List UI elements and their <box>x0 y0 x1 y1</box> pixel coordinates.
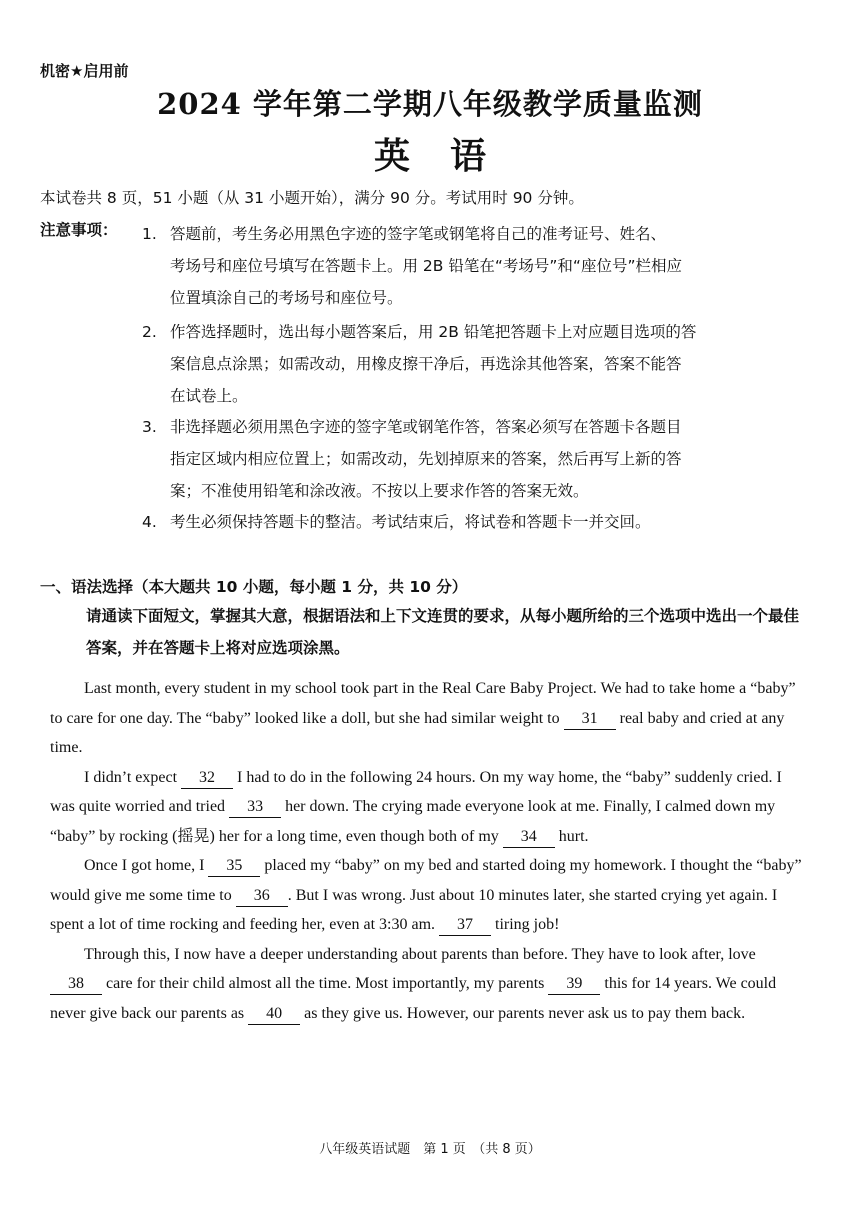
notice-line: 在试卷上。 <box>170 387 248 405</box>
blank-34: 34 <box>503 827 555 848</box>
passage-paragraph-3 <box>50 851 810 940</box>
passage-text: Once I got home, I <box>84 857 205 874</box>
blank-36: 36 <box>236 886 288 907</box>
passage-text: as they give us. However, our parents never ask us to pay them back. <box>304 1004 746 1022</box>
passage-paragraph-2 <box>50 763 810 852</box>
passage-text: I didn’t expect <box>84 768 178 786</box>
notice-line: 答题前，考生务必用黑色字迹的签字笔或钢笔将自己的准考证号、姓名、 <box>170 225 667 243</box>
blank-39: 39 <box>548 974 600 995</box>
exam-intro: 本试卷共 8 页，51 小题（从 31 小题开始），满分 90 分。考试用时 90 分钟。 <box>40 189 584 207</box>
notice-number: 4. <box>142 513 157 531</box>
cloze-passage <box>50 674 810 1028</box>
notice-line: 考场号和座位号填写在答题卡上。用 2B 铅笔在“考场号”和“座位号”栏相应 <box>170 257 682 275</box>
notice-line: 案；不准使用铅笔和涂改液。不按以上要求作答的答案无效。 <box>170 482 589 500</box>
blank-40: 40 <box>248 1004 300 1025</box>
blank-35: 35 <box>208 856 260 877</box>
page-footer: 八年级英语试题 第 1 页 （共 8 页） <box>319 1142 541 1157</box>
blank-33: 33 <box>229 797 281 818</box>
blank-37: 37 <box>439 915 491 936</box>
passage-text: her down. The crying made everyone look at me. Finally, I calmed down my “baby” by rocking (摇晃) her for a long time, even though both of my <box>50 798 776 845</box>
passage-text: Last month, every student in my school took part in the Real Care Baby Project. We had to take home a “baby” to care for one day. The “baby” looked like a doll, but she had similar weight to <box>50 680 796 727</box>
passage-text: hurt. <box>558 827 589 845</box>
notice-line: 位置填涂自己的考场号和座位号。 <box>170 289 403 307</box>
blank-38: 38 <box>50 974 102 995</box>
passage-paragraph-4 <box>50 940 810 1029</box>
passage-text: tiring job! <box>495 916 560 933</box>
passage-text: this for 14 years. We could never give back our parents as <box>50 975 777 1022</box>
blank-31: 31 <box>564 709 616 730</box>
notice-line: 考生必须保持答题卡的整洁。考试结束后，将试卷和答题卡一并交回。 <box>170 513 651 531</box>
notice-item-2 <box>142 316 822 412</box>
notice-line: 作答选择题时，选出每小题答案后，用 2B 铅笔把答题卡上对应题目选项的答 <box>170 323 697 341</box>
notice-item-3 <box>142 411 822 507</box>
notice-number: 1. <box>142 225 157 243</box>
subject-title: 英语 <box>373 135 526 177</box>
passage-text: Through this, I now have a deeper understanding about parents than before. They have to look after, love <box>84 945 756 963</box>
passage-text: . But I was wrong. Just about 10 minutes later, she started crying yet again. I spent a lot of time rocking and feeding her, even at 3:30 am. <box>50 886 778 933</box>
section-heading: 一、语法选择（本大题共 10 小题，每小题 1 分，共 10 分） <box>40 578 468 596</box>
passage-text: care for their child almost all the time. Most importantly, my parents <box>106 975 545 992</box>
notice-item-1 <box>142 218 822 314</box>
notice-number: 2. <box>142 323 157 341</box>
passage-text: real baby and cried at any time. <box>50 709 785 756</box>
notice-label: 注意事项： <box>40 221 118 239</box>
notice-line: 案信息点涂黑；如需改动，用橡皮擦干净后，再选涂其他答案，答案不能答 <box>170 355 682 373</box>
passage-text: placed my “baby” on my bed and started doing my homework. I thought the “baby” would give me some time to <box>50 857 802 904</box>
exam-title: 2024 学年第二学期八年级教学质量监测 <box>157 87 703 121</box>
passage-paragraph-1 <box>50 674 810 763</box>
notice-item-4 <box>142 506 822 538</box>
passage-text: I had to do in the following 24 hours. On my way home, the “baby” suddenly cried. I was quite worried and tried <box>50 768 782 815</box>
notice-number: 3. <box>142 418 157 436</box>
notice-line: 非选择题必须用黑色字迹的签字笔或钢笔作答，答案必须写在答题卡各题目 <box>170 418 682 436</box>
section-instruction: 请通读下面短文，掌握其大意，根据语法和上下文连贯的要求，从每小题所给的三个选项中选出一个最佳答案，并在答题卡上将对应选项涂黑。 <box>86 607 800 657</box>
blank-32: 32 <box>181 768 233 789</box>
confidential-mark: 机密★启用前 <box>40 62 129 80</box>
notice-line: 指定区域内相应位置上；如需改动，先划掉原来的答案，然后再写上新的答 <box>170 450 682 468</box>
